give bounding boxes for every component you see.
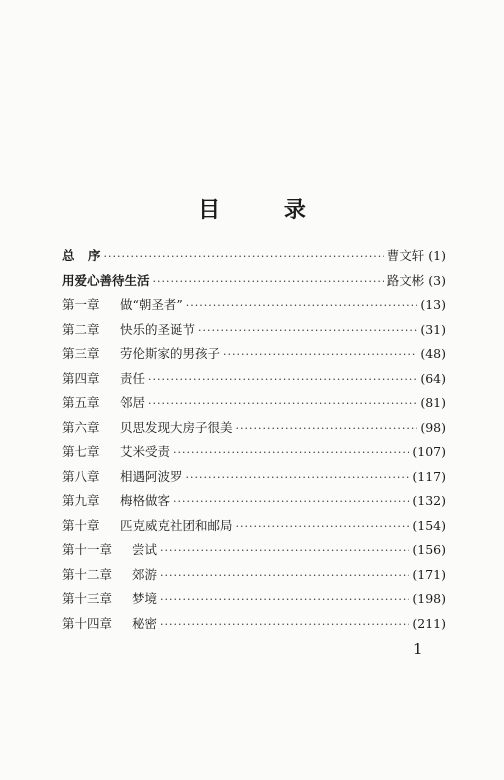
leader-dots [160, 593, 409, 606]
chapter-number: 第十四章 [62, 615, 113, 631]
toc-entry-title [62, 589, 157, 607]
toc-entry-title [62, 344, 220, 362]
toc-entry [62, 393, 446, 418]
chapter-title: 尝试 [132, 542, 158, 557]
toc-entry [62, 540, 446, 565]
chapter-title: 用爱心善待生活 [62, 272, 150, 288]
chapter-title: 做“朝圣者” [120, 297, 183, 312]
chapter-number: 第八章 [62, 468, 100, 484]
leader-dots [148, 373, 417, 386]
leader-dots [186, 299, 418, 312]
page-ref: (3) [428, 272, 446, 288]
toc-entry [62, 442, 446, 467]
toc-entry-title [62, 491, 170, 509]
author-name: 曹文轩 [386, 248, 425, 263]
chapter-title: 郊游 [132, 566, 158, 582]
chapter-number: 第五章 [62, 395, 100, 410]
leader-dots [160, 569, 409, 582]
toc-entry-title [62, 614, 157, 632]
toc-entry-title [62, 442, 170, 460]
page-ref: (13) [420, 297, 446, 312]
leader-dots [236, 520, 410, 533]
chapter-number: 第九章 [62, 493, 100, 508]
chapter-number: 第十一章 [62, 542, 113, 557]
chapter-title: 贝思发现大房子很美 [120, 419, 233, 435]
leader-dots [153, 275, 384, 288]
toc-entry [62, 271, 446, 296]
chapter-title: 序 [88, 248, 101, 263]
page-ref: (98) [420, 419, 446, 435]
page-ref: (48) [420, 346, 446, 361]
page-ref: (117) [412, 468, 446, 484]
page-ref: (132) [412, 493, 446, 508]
chapter-title: 相遇阿波罗 [120, 468, 183, 484]
toc-entry [62, 614, 446, 639]
chapter-title: 秘密 [132, 615, 158, 631]
chapter-title: 劳伦斯家的男孩子 [120, 346, 221, 361]
toc-entry [62, 344, 446, 369]
chapter-number: 第三章 [62, 346, 100, 361]
chapter-title: 艾米受责 [120, 444, 171, 459]
page-ref: (64) [420, 370, 446, 386]
chapter-number: 第四章 [62, 370, 100, 386]
table-of-contents [62, 246, 446, 638]
leader-dots [186, 471, 410, 484]
chapter-title: 匹克威克社团和邮局 [120, 517, 233, 533]
leader-dots [173, 446, 409, 459]
chapter-number: 总 [62, 248, 75, 263]
leader-dots [173, 495, 409, 508]
leader-dots [148, 397, 417, 410]
chapter-title: 梦境 [132, 591, 158, 606]
leader-dots [104, 250, 384, 263]
toc-entry-title [62, 467, 183, 485]
leader-dots [160, 544, 409, 557]
chapter-title: 邻居 [120, 395, 146, 410]
page-number: 1 [413, 640, 423, 658]
toc-entry-title [62, 418, 233, 436]
page-ref: (154) [412, 517, 446, 533]
toc-entry-title [62, 393, 145, 411]
page-ref: (107) [412, 444, 446, 459]
toc-entry [62, 589, 446, 614]
page-ref: (1) [428, 248, 446, 263]
chapter-number: 第二章 [62, 321, 100, 337]
toc-entry-title [62, 320, 195, 338]
toc-entry [62, 295, 446, 320]
author-name: 路文彬 [386, 272, 425, 288]
chapter-number: 第六章 [62, 419, 100, 435]
chapter-title: 责任 [120, 370, 146, 386]
page-ref: (31) [420, 321, 446, 337]
page-title: 目 录 [198, 198, 334, 223]
chapter-number: 第十二章 [62, 566, 113, 582]
chapter-number: 第十章 [62, 517, 100, 533]
toc-entry-title [62, 295, 183, 313]
page-ref: (81) [420, 395, 446, 410]
leader-dots [160, 618, 409, 631]
leader-dots [236, 422, 418, 435]
toc-entry-title [62, 246, 101, 264]
leader-dots [223, 348, 417, 361]
toc-entry [62, 491, 446, 516]
page-ref: (156) [412, 542, 446, 557]
page-ref: (171) [412, 566, 446, 582]
leader-dots [198, 324, 417, 337]
toc-entry [62, 369, 446, 394]
page-ref: (198) [412, 591, 446, 606]
toc-entry [62, 467, 446, 492]
toc-entry [62, 565, 446, 590]
toc-entry-title [62, 565, 157, 583]
toc-entry [62, 418, 446, 443]
chapter-title: 快乐的圣诞节 [120, 321, 196, 337]
toc-entry [62, 320, 446, 345]
toc-entry [62, 516, 446, 541]
toc-entry-title [62, 540, 157, 558]
toc-entry-title [62, 271, 150, 289]
toc-entry-title [62, 369, 145, 387]
toc-entry-title [62, 516, 233, 534]
page-ref: (211) [412, 615, 446, 631]
chapter-number: 第一章 [62, 297, 100, 312]
chapter-number: 第七章 [62, 444, 100, 459]
chapter-title: 梅格做客 [120, 493, 171, 508]
toc-entry [62, 246, 446, 271]
chapter-number: 第十三章 [62, 591, 113, 606]
